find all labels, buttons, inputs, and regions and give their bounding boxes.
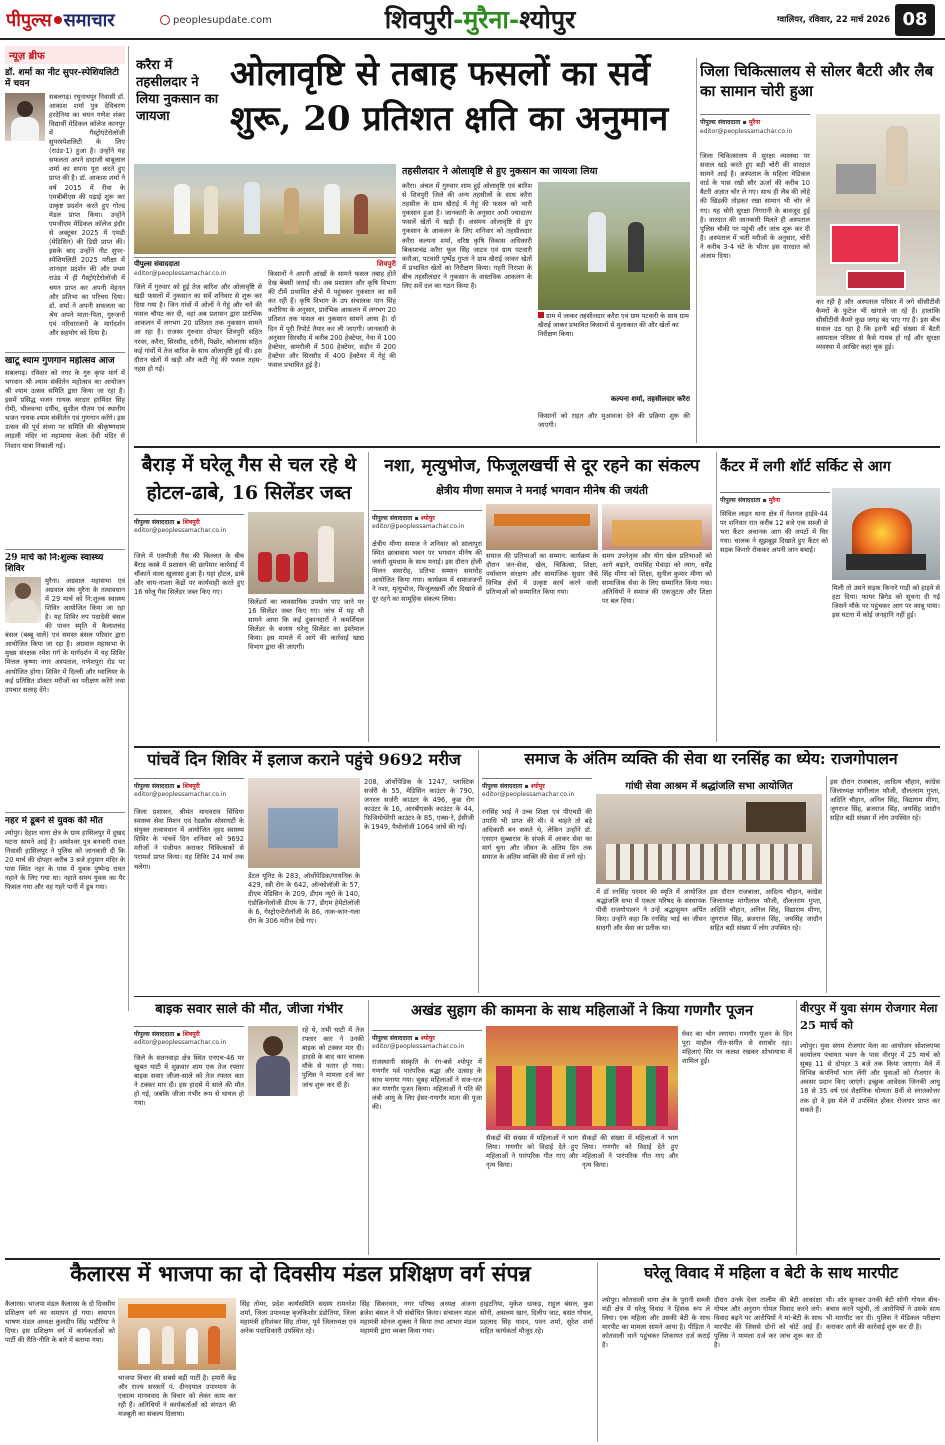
dispute-text-2: दौरान उनके देवर तालीम की बेटी आकांक्षा गोयल और अनुराग गोयल विवाद करने लगे। विवाद बढ़ने पर आरोपियों ने मां-बेटी के साथ मारपीट की जिससे दोनों को चोटें आई हैं। पुलिस ने मामला दर्ज कर जांच शुरू कर दी है। — [714, 1296, 822, 1350]
brand-right: समाचार — [63, 10, 115, 31]
brief-text: सबलगढ़। रघुनाथपुर निवासी डॉ. आकाश शर्मा पुत्र देविचरण हरदेनिया का चयन गणेश शंकर विद्यार्थी मेडिकल कॉलेज कानपुर में गैस्ट्रोएंटेरोलॉजी सुपरस्पेशलिटी के लिए (राउंड-1) हुआ है। उन्होंने यह सफलता अपने दादाजी बाबूलाल शर्मा का सपना पूरा करते हुए प्राप्त की है। डॉ. आकाश शर्मा ने वर्ष 2015 में रीवा के एमबीबीएस की पढ़ाई शुरू कर उत्कृष्ट प्रदर्शन करते हुए गोल्ड मेडल प्राप्त किया। उन्होंने एमजीएम मेडिकल कॉलेज इंदौर से अक्टूबर 2025 में एमडी (मेडिसिन) की डिग्री प्राप्त की। इसके बाद उन्होंने नीट सुपर-स्पेशियलिटी 2025 परीक्षा में शानदार प्रदर्शन की और प्रथम राउंड में ही गैस्ट्रोएंटेरोलॉजी में चयन प्राप्त कर अपनी मेहनत और प्रतिभा का परिचय दिया। डॉ. शर्मा ने अपनी सफलता का श्रेय अपने माता-पिता, गुरुजनों एवं परिवारजनों के मार्गदर्शन और सहयोग को दिया है। — [49, 92, 125, 338]
bjp-text: कैलारस। भाजपा मंडल कैलारस के दो दिवसीय प्रशिक्षण वर्ग का समापन हो गया। समापन भाषण मंडल अध्यक्ष कुलदीप सिंह भदौरिया ने दिया। इस प्रशिक्षण वर्ग में कार्यकर्ताओं को पार्टी की रीति-नीति के बारे में बताया गया। — [5, 1300, 115, 1345]
fire-byline: पीपुल्स संवाददाता ▪ मुरैना — [720, 492, 830, 504]
solar-headline: जिला चिकित्सालय से सोलर बैटरी और लैब का सामान चोरी हुआ — [700, 62, 934, 100]
gangaur-headline: अखंड सुहाग की कामना के साथ महिलाओं ने किया गणगौर पूजन — [411, 1002, 753, 1019]
solar-text: जिला चिकित्सालय में सुरक्षा व्यवस्था पर सवाल खड़े करते हुए बड़ी चोरी की वारदात सामने आई है। अस्पताल के महिला मेडिकल वार्ड के पास रखी सौर ऊर्जा की करीब 10 बैटरी अज्ञात चोर ले गए। साथ ही लैब की लोहे की खिड़की तोड़कर रखा सामान भी चोर ले गए। यह चोरी सुरक्षा निगरानी के बावजूद हुई है। वारदात की जानकारी मिलते ही अस्पताल पुलिस चौकी पर पहुंची और जांच शुरू कर दी है। अस्पताल में भर्ती मरीजों के अनुसार, चोरी ने करीब 3-4 घंटे के भीतर इस वारदात को अंजाम दिया। — [700, 152, 810, 261]
solar-byline: पीपुल्स संवाददाता ▪ मुरैना — [700, 114, 810, 126]
gandhi-text-4: इस दौरान राजबाला, आदित्य चौहान, कांग्रेस जिलाध्यक्ष मांगीलाल फौजी, दौलतराम गुप्ता, अदिति चौहान, अनिल सिंह, विद्याराम मीणा, जुगराज सिंह, ब्रजराज सिंह, जयसिंह जादौन सहित बड़ी संख्या में लोग उपस्थित रहे। — [830, 778, 940, 823]
gangaur-text-2: सैकड़ों की संख्या में महिलाओं ने भाग लिया। गणगौर को विदाई देते हुए महिलाओं ने पारंपरिक गीत गाए और नृत्य किया। — [486, 1134, 578, 1170]
dispute-text: श्योपुर। कोतवाली थाना क्षेत्र के पुरानी सब्जी मंडी क्षेत्र में घरेलू विवाद ने हिंसक रूप ले लिया। एक महिला और उसकी बेटी के साथ मारपीट का मामला सामने आया है। पीड़िता ने कोतवाली थाने पहुंचकर शिकायत दर्ज कराई है। — [602, 1296, 710, 1350]
brief-headline: खाटू श्याम गुणगान महोत्सव आज — [5, 356, 115, 366]
bjp-headline: कैलारस में भाजपा का दो दिवसीय मंडल प्रशिक्षण वर्ग संपन्न — [70, 1262, 531, 1287]
meena-text-2: समाज की प्रतिभाओं का सम्मान: कार्यक्रम के दौरान जन-सेवा, खेल, चिकित्सा, शिक्षा, पर्यावरण संरक्षण और सामाजिक सुधार जैसे विभिन्न क्षेत्रों में उत्कृष्ट कार्य करने वाली प्रतिभाओं को सम्मानित किया गया। — [486, 552, 598, 597]
lead-byline: पीपुल्स संवाददाता शिवपुरी — [134, 257, 396, 269]
field-photo-caption: ग्राम में जाकर तहसीलदार करैरा एवं ग्राम पटवारी के साथ ग्राम खैराई जाकर प्रभावित किसानों से मुलाकात की और खेतों का निरीक्षण किया। — [538, 312, 689, 338]
masthead — [0, 0, 945, 40]
fire-text-2: मिली तो उसने सड़क किनारे गाड़ी को हाइवे से हटा दिया। फायर ब्रिगेड को सूचना दी गई जिसने मौके पर पहुंचकर आग पर काबू पाया। इस घटना में कोई जनहानि नहीं हुई। — [832, 584, 940, 620]
lead-email[interactable]: editor@peoplessamachar.co.in — [134, 270, 227, 277]
meena-email[interactable]: editor@peoplessamachar.co.in — [372, 523, 465, 530]
gandhi-text: रनसिंह भाई ने उच्च शिक्षा एवं पीएचडी की उपाधि भी प्राप्त की थी। वे चाहते तो बड़े अधिकारी बन सकते थे, लेकिन उन्होंने डॉ. एसएन सुब्बाराव के संपर्क में आकर सेवा का मार्ग चुना और जीवन के अंतिम दिन तक समाज के अंतिम व्यक्ति की सेवा में लगे रहे। — [482, 808, 592, 862]
bike-byline: पीपुल्स संवाददाता ▪ शिवपुरी — [134, 1026, 244, 1038]
camp-email[interactable]: editor@peoplessamachar.co.in — [134, 791, 227, 798]
gangaur-text-4: घेवर का भोग लगाया। गणगौर पूजन के दिन पूरा माहौल गीत-संगीत से सराबोर रहा। महिलाएं सिर पर कलश रखकर शोभायात्रा में शामिल हुईं। — [682, 1030, 792, 1066]
solar-text-2: कर रही है और अस्पताल परिसर में लगे सीसीटीवी कैमरों के फुटेज भी खंगाले जा रहे हैं। हालांकि सीसीटीवी कैमरे कुछ जगह बंद पाए गए हैं। इस बीच सवाल उठ रहा है कि इतनी बड़ी संख्या में बैटरी अस्पताल परिसर से कैसे गायब हो गईं और सुरक्षा व्यवस्था में आखिर कहां चूक हुई। — [816, 298, 940, 352]
doctor-photo — [5, 93, 45, 141]
gas-text-2: सिलेंडरों का व्यवसायिक उपयोग पाए जाने पर 16 सिलेंडर जब्त किए गए। जांच में यह भी सामने आया कि कई दुकानदारों ने कमर्शियल सिलेंडर के बजाय घरेलू सिलेंडर का इस्तेमाल किया। इस मामले में आगे की कार्रवाई खाद्य विभाग द्वारा की जाएगी। — [248, 598, 364, 652]
news-brief-sidebar — [5, 46, 125, 846]
gandhi-text-3: इस दौरान राजबाला, आदित्य चौहान, कांग्रेस जिलाध्यक्ष मांगीलाल फौजी, दौलतराम गुप्ता, अदिति चौहान, अनिल सिंह, विद्याराम मीणा, जुगराज सिंह, ब्रजराज सिंह, जयसिंह जादौन सहित बड़ी संख्या में लोग उपस्थित रहे। — [710, 888, 822, 933]
gandhi-byline: पीपुल्स संवाददाता ▪ श्योपुर — [482, 778, 592, 790]
gandhi-text-2: में डॉ रनसिंह परमार की स्मृति में आयोजित श्रद्धांजलि सभा में एकता परिषद के संस्थापक पीवी राजगोपालन ने उन्हें श्रद्धासुमन अर्पित किए। उन्होंने कहा कि रनसिंह भाई का जीवन सादगी और सेवा का प्रतीक था। — [596, 888, 706, 933]
lead-headline: ओलावृष्टि से तबाह फसलों का सर्वे शुरू, 20 प्रतिशत क्षति का अनुमान — [230, 54, 669, 139]
lead-side-headline: करैरा में तहसीलदार ने लिया नुकसान का जायजा — [136, 58, 219, 124]
gangaur-byline: पीपुल्स संवाददाता ▪ श्योपुर — [372, 1030, 482, 1042]
gandhi-email[interactable]: editor@peoplessamachar.co.in — [482, 791, 575, 798]
meena-photo-2 — [602, 504, 712, 550]
gandhi-photo-title: गांधी सेवा आश्रम में श्रद्धांजलि सभा आयोजित — [625, 781, 793, 792]
issue-date: ग्वालियर, रविवार, 22 मार्च 2026 — [777, 15, 890, 25]
battery-photo — [816, 210, 940, 296]
brief-headline: 29 मार्च को नि:शुल्क स्वास्थ्य शिविर — [5, 553, 104, 574]
job-text: श्योपुर। युवा संगम रोजगार मेला का आयोजन सोशलएप्स कार्यालय पंचायत भवन के पास वीरपुर में 25 मार्च को सुबह 11 से दोपहर 3 बजे तक किया जाएगा। मेले में विभिन्न कंपनियाँ भाग लेंगी और युवाओं को रोजगार के अवसर प्रदान किए जाएंगे। इच्छुक आवेदक जिनकी आयु 18 से 35 वर्ष एवं शैक्षणिक योग्यता 8वीं से स्नातकोत्तर तक हो वे इस मेले में उपस्थित होकर रोजगार प्राप्त कर सकते हैं। — [800, 1042, 940, 1114]
red-bullet-icon — [538, 312, 544, 318]
camp-text-3: 208, ऑर्थोपेडिक के 1247, प्लास्टिक सर्जरी के 55, मेडिसिन काउंटर के 790, जनरल सर्जरी काउंटर के 496, कुछ रोग काउंटर के 16, आरबीएसके काउंटर के 44, फिजियोथेरेपी काउंटर के 85, एक्स-रे, ईसीजी के 1949, पैथोलॉजी 1064 जांचें की गईं। — [364, 778, 474, 832]
brief-item-4 — [5, 816, 125, 1006]
camp-text: जिला प्रशासन, श्रीमंत माधवराव सिंधिया स्वास्थ्य सेवा मिशन एवं रेडक्रॉस सोसायटी के संयुक्त तत्वावधान में आयोजित वृहद स्वास्थ्य शिविर के पांचवें दिन शनिवार को 9692 मरीजों ने पंजीयन कराकर चिकित्सकों से परामर्श प्राप्त किया। यह शिविर 24 मार्च तक चलेगा। — [134, 808, 244, 871]
gangaur-text-3: सैकड़ों की संख्या में महिलाओं ने भाग लिया। गणगौर को विदाई देते हुए महिलाओं ने पारंपरिक गीत गाए और नृत्य किया। — [582, 1134, 678, 1170]
lead-column-2: किसानों ने अपनी आंखों के सामने फसल तबाह होते देख बेबसी जताई थी। अब प्रशासन और कृषि विभाग की टीमें प्रभावित क्षेत्रों में पहुंचकर नुकसान का सर्वे कर रही हैं। कृषि विभाग के उप संचालक पान सिंह करोरिया के अनुसार, प्रारंभिक आकलन में लगभग 20 प्रतिशत तक फसल का नुकसान सामने आया है। दो दिन में पूरी रिपोर्ट तैयार कर ली जाएगी। जानकारी के अनुसार सिरसौद में करीब 200 हेक्टेयर, नेवा में 100 हेक्टेयर, बामरौली में 500 हेक्टेयर, सड़ौन में 200 हेक्टेयर और सिरसौद में 400 हेक्टेयर में गेहूं की फसल प्रभावित हुई है। — [268, 270, 396, 369]
page-title: शिवपुरी-मुरैना-श्योपुर — [384, 5, 576, 34]
sidebar-section-title: न्यूज़ ब्रीफ — [5, 46, 125, 64]
camp-photo — [248, 778, 360, 868]
job-headline: वीरपुर में युवा संगम रोजगार मेला 25 मार्च को — [800, 1001, 938, 1032]
solar-photo — [816, 114, 940, 210]
gandhi-photo — [596, 794, 822, 884]
bike-text: जिले के सतनवाड़ा क्षेत्र स्थित एनएच-46 पर खुबत घाटी में शुक्रवार शाम एक तेज रफ्तार बाइक सवार जीजा-साले को तेज रफ्तार कार ने टक्कर मार दी। इस हादसे में साले की मौत हो गई, जबकि जीजा गंभीर रूप से घायल हो गया। — [134, 1054, 244, 1108]
solar-email[interactable]: editor@peoplessamachar.co.in — [700, 128, 793, 135]
brand-left: पीपुल्स — [6, 10, 52, 31]
brief-headline: नहर में डूबने से युवक की मौत — [5, 816, 103, 826]
gangaur-text: राजस्थानी संस्कृति के रंग-बसे श्योपुर में गणगौर पर्व पारंपरिक श्रद्धा और उत्साह के साथ मनाया गया। सुबह महिलाओं ने सज-धज कर गणगौर पूजन किया। महिलाओं ने पति की लंबी आयु के लिए ईसर-गणगौर माता की पूजा की। — [372, 1058, 482, 1112]
page-number: 08 — [895, 4, 935, 36]
bjp-text-3: सिंह तोमर, प्रदेश कार्यसमिति सदस्य रामनरेश शर्मा, जिला उपाध्यक्ष बृजकिशोर डंडोतिया, जिला महामंत्री हरिशंकर सिंह तोमर, पूर्व जिलाध्यक्ष एवं अनेक पदाधिकारी उपस्थित रहे। — [240, 1300, 356, 1336]
brief-text: मुरैना। अग्रवाल महासभा एवं अग्रवाल संघ मुरैना के तत्वावधान में 29 मार्च को नि:शुल्क स्वास्थ्य शिविर आयोजित किया जा रहा है। यह शिविर रुप पदादेवी बंसल की पावन स्मृति में कैलाशचंद बंसल (बब्बू वाले) एवं समस्त बंसल परिवार द्वारा आयोजित किया जा रहा है। अग्रवाल महासभा के मुख्य संरक्षक रमेश गर्ग के मार्गदर्शन में यह शिविर मित्तल कृष्णा नगर अस्पताल, गणेशपुरा रोड पर आयोजित होगा। शिविर में दिल्ली और ग्वालियर के कई प्रतिष्ठित डॉक्टर मरीजों का परीक्षण करेंगे तथा उपचार सलाह देंगे। — [5, 576, 125, 694]
gas-email[interactable]: editor@peoplessamachar.co.in — [134, 527, 227, 534]
gas-text: जिले में एलपीजी गैस की किल्लत के बीच बैराड़ कस्बे में प्रशासन की छापेमार कार्रवाई में चौंकाने वाला खुलासा हुआ है। यहां होटल, ढाबे और चाय-नाश्ता केंद्रों पर कार्यवाही करते हुए 16 घरेलू गैस सिलेंडर जब्त किए गए। — [134, 552, 244, 597]
gangaur-photo — [486, 1026, 678, 1130]
lead-photo-caption: तहसीलदार ने ओलावृष्टि से हुए नुकसान का जायजा लिया — [402, 166, 598, 177]
lead-photo — [134, 164, 396, 254]
gandhi-headline: समाज के अंतिम व्यक्ति की सेवा था रनसिंह का ध्येय: राजगोपालन — [524, 750, 898, 768]
bjp-photo — [118, 1298, 236, 1370]
brief-text: श्योपुर। देहात थाना क्षेत्र के ग्राम हासिलपुर में दुखद घटना सामने आई है। अमरेश्वर पुत्र बनवारी रावत निवासी हासिलपुर ने पुलिस को जानकारी दी कि 20 मार्च की दोपहर करीब 3 बजे हनुमान मंदिर के पास स्थित नहर के पास में युवक पुष्पेन्द्र रावत नहाने के लिए गया था। नहाते समय युवक का पैर फिसल गया और वह गहरे पानी में डूब गया। — [5, 828, 125, 892]
brief-item-3 — [5, 553, 125, 808]
field-photo — [538, 182, 690, 310]
dispute-headline: घरेलू विवाद में महिला व बेटी के साथ मारपीट — [644, 1264, 898, 1282]
person-photo — [5, 577, 41, 623]
meena-headline: नशा, मृत्युभोज, फिजूलखर्ची से दूर रहने का संकल्प — [384, 456, 700, 476]
website-link[interactable]: peoplesupdate.com — [160, 12, 290, 28]
meena-byline: पीपुल्स संवाददाता ▪ श्योपुर — [372, 510, 482, 522]
gas-byline: पीपुल्स संवाददाता ▪ शिवपुरी — [134, 514, 244, 526]
dispute-text-3: थी। शोर सुनकर उनकी बेटी सोनी गोयल बीच-बचाव करने पहुंची, तो आरोपियों ने उसके साथ भी मारपीट कर दी। पुलिस ने मेडिकल परीक्षण कराकर आगे की कार्रवाई शुरू कर दी है। — [826, 1296, 940, 1332]
meena-text: क्षेत्रीय मीणा समाज ने शनिवार को सालापुरा स्थित छात्रावास भवन पर भगवान मीनेष की जयंती धूमधाम के साथ मनाई। इस दौरान होली मिलन समारोह, प्रतिभा सम्मान समारोह आयोजित किया गया। कार्यक्रम में समाजजनों ने नशा, मृत्युभोज, फिजूलखर्ची और दिखावे से दूर रहने का सामूहिक संकल्प लिया। — [372, 540, 482, 603]
meena-text-3: समय उपनेतृत्व और योग खेल प्रतिभाओं को आगे बढ़ाने, रामसिंह मेवाड़ा को त्याग, धर्मेंद्र सिंह मीणा को शिक्षा, सुनील कुमार मीणा को सामाजिक सेवा के लिए सम्मानित किया गया। अतिथियों ने समाज की एकजुटता और शिक्षा पर बल दिया। — [602, 552, 712, 606]
lead-column-4: किसानों को राहत और मुआवजा देने की प्रक्रिया शुरू की जाएगी। — [538, 412, 690, 430]
bike-email[interactable]: editor@peoplessamachar.co.in — [134, 1039, 227, 1046]
lead-column-1: जिले में गुरुवार को हुई तेज बारिश और ओलावृष्टि से खड़ी फसलों में नुकसान का सर्वे शनिवार से शुरू कर दिया गया है। जिन गांवों में ओलों ने गेहूं और चने की फसल चौपट कर दी, वहां अब प्रशासन द्वारा प्रारंभिक आकलन में लगभग 20 प्रतिशत तक नुकसान सामने आ रहा है। राजस्व गुरुवार दोपहर शिवपुरी सहित नरवर, करैरा, सिरसौद, दरौनी, पिछोर, कोलारस सहित कई गांवों में तेज बारिश के साथ ओलावृष्टि हुई थी। इस दौरान खेतों में खड़ी और कटी गेहूं की फसल तहस-नहस हो गई। — [134, 283, 262, 373]
lead-column-3: करैरा। अंचल में गुरुवार शाम हुई ओलावृष्टि एवं बारिश से शिवपुरी जिले की अन्य तहसीलों के साथ करैरा तहसील के ग्राम खैराई में गेहूं की फसल को भारी नुकसान हुआ है। जानकारी के अनुसार अभी ज्यादातर फसलें खेतों में खड़ी हैं। असमय ओलावृष्टि से हुए नुकसान के आकलन के लिए शनिवार को तहसीलदार करैरा कल्पना शर्मा, वरिष्ठ कृषि विकास अधिकारी बिकाशचंद्र करैरा फूल सिंह जाटव एवं ग्राम पटवारी करौआ, पटवारी पुष्पेंद्र गुप्ता ने ग्राम खैराई जाकर खेतों में प्रभावित खेतों का निरीक्षण किया। गहरी निराशा के बीच तहसीलदार ने नुकसान के वास्तविक आकलन के लिए सर्वे दल का गठन किया है। — [402, 182, 532, 291]
bike-headline: बाइक सवार साले की मौत, जीजा गंभीर — [155, 1002, 343, 1017]
bjp-text-4: सिंह सिकरवार, नगर परिषद अध्यक्ष अंजना ब्रजेश बंसल ने भी संबोधित किया। संचालन मंडल महामंत्री सोनल शुक्ला ने किया तथा आभार मंडल महामंत्री द्वारा व्यक्त किया गया। — [360, 1300, 476, 1336]
fire-photo — [832, 488, 940, 580]
bjp-text-5: हाइटनिया, मुकेश धाकड़, राहुल बंसल, कुश सोनी, असलम खान, दिलीप जाट, बसंत गोयल, प्रहलाद सिंह यादव, पवन शर्मा, सुरेश शर्मा सहित कार्यकर्ता मौजूद रहे। — [480, 1300, 593, 1336]
camp-byline: पीपुल्स संवाददाता ▪ शिवपुरी — [134, 778, 244, 790]
brand-pin-icon — [54, 16, 62, 24]
meena-subhead: क्षेत्रीय मीणा समाज ने मनाई भगवान मीनेष की जयंती — [436, 484, 648, 497]
brand-logo — [6, 6, 156, 34]
globe-icon — [160, 15, 170, 25]
brief-item-1 — [5, 68, 125, 343]
brief-text: सबलगढ़। रविवार को नगर के गुरु कृपा मार्ग में भगवान श्री श्याम संकीर्तन महोत्सव का आयोजन श्री श्याम उत्सव समिति द्वारा किया जा रहा है। इसमें प्रसिद्ध भजन गायक सरदार हरमिंदर सिंह रोमी, भीलवन्या दर्पीच, सुशील गौतम एवं स्थानीय भजन गायक श्याम संकीर्तन एवं गुणगान करेंगे। इस उत्सव की पूर्व संध्या पर समिति की श्रीकृष्णधाम लाड़ली मंदिर मां महामाया केला देवी मंदिर से निशान यात्रा निकाली गई। — [5, 368, 125, 450]
gangaur-email[interactable]: editor@peoplessamachar.co.in — [372, 1043, 465, 1050]
bike-victim-photo — [248, 1026, 298, 1096]
camp-text-2: डेंटल यूनिट के 283, ऑर्थोपेडिक/गायनिक के 429, स्त्री रोग के 642, ऑन्कोलॉजी के 57, डीएम मेडिसिन के 209, डीएम न्यूरो के 140, एंडोक्रिनोलॉजी डीएम के 77, डीएम हेमेटोलॉजी के 6, गेस्ट्रोएन्टेरोलॉजी के 86, नाक-कान-गला रोग के 306 मरीज देखे गए। — [248, 872, 360, 926]
fire-text: सिविल लाइन थाना क्षेत्र में नेशनल हाईवे-44 पर शनिवार रात करीब 12 बजे एक सब्जी से भरा कैंटर अचानक आग की लपटों में घिर गया। चालक ने सूझबूझ दिखाते हुए कैंटर को सड़क किनारे रोककर अपनी जान बचाई। — [720, 510, 828, 555]
brief-item-2 — [5, 356, 125, 546]
bike-text-2: रहे थे, तभी घाटी में तेज रफ्तार कार ने उनकी बाइक को टक्कर मार दी। हादसे के बाद कार चालक मौके से फरार हो गया। पुलिस ने मामला दर्ज कर जांच शुरू कर दी है। — [302, 1026, 364, 1089]
brief-headline: डॉ. शर्मा का नीट सुपर-स्पेशियलिटी में चयन — [5, 68, 119, 89]
lead-quote-author: कल्पना शर्मा, तहसीलदार करैरा — [610, 395, 690, 403]
fire-headline: कैंटर में लगी शॉर्ट सर्किट से आग — [720, 458, 891, 475]
gas-headline: बैराड़ में घरेलू गैस से चल रहे थे होटल-ढाबे, 16 सिलेंडर जब्त — [141, 454, 357, 504]
gas-photo — [248, 512, 364, 594]
camp-headline: पांचवें दिन शिविर में इलाज कराने पहुंचे 9692 मरीज — [147, 750, 461, 769]
person-silhouette-icon — [17, 101, 33, 117]
bjp-text-2: भाजपा विचार की सबसे बड़ी पार्टी है। हमारी केंद्र और राज्य सरकारें पं. दीनदयाल उपाध्याय के एकात्म मानववाद के विचार को लेकर काम कर रही हैं। अतिथियों ने कार्यकर्ताओं को संगठन की मजबूती का संकल्प दिलाया। — [118, 1374, 236, 1419]
meena-photo-1 — [486, 504, 598, 550]
